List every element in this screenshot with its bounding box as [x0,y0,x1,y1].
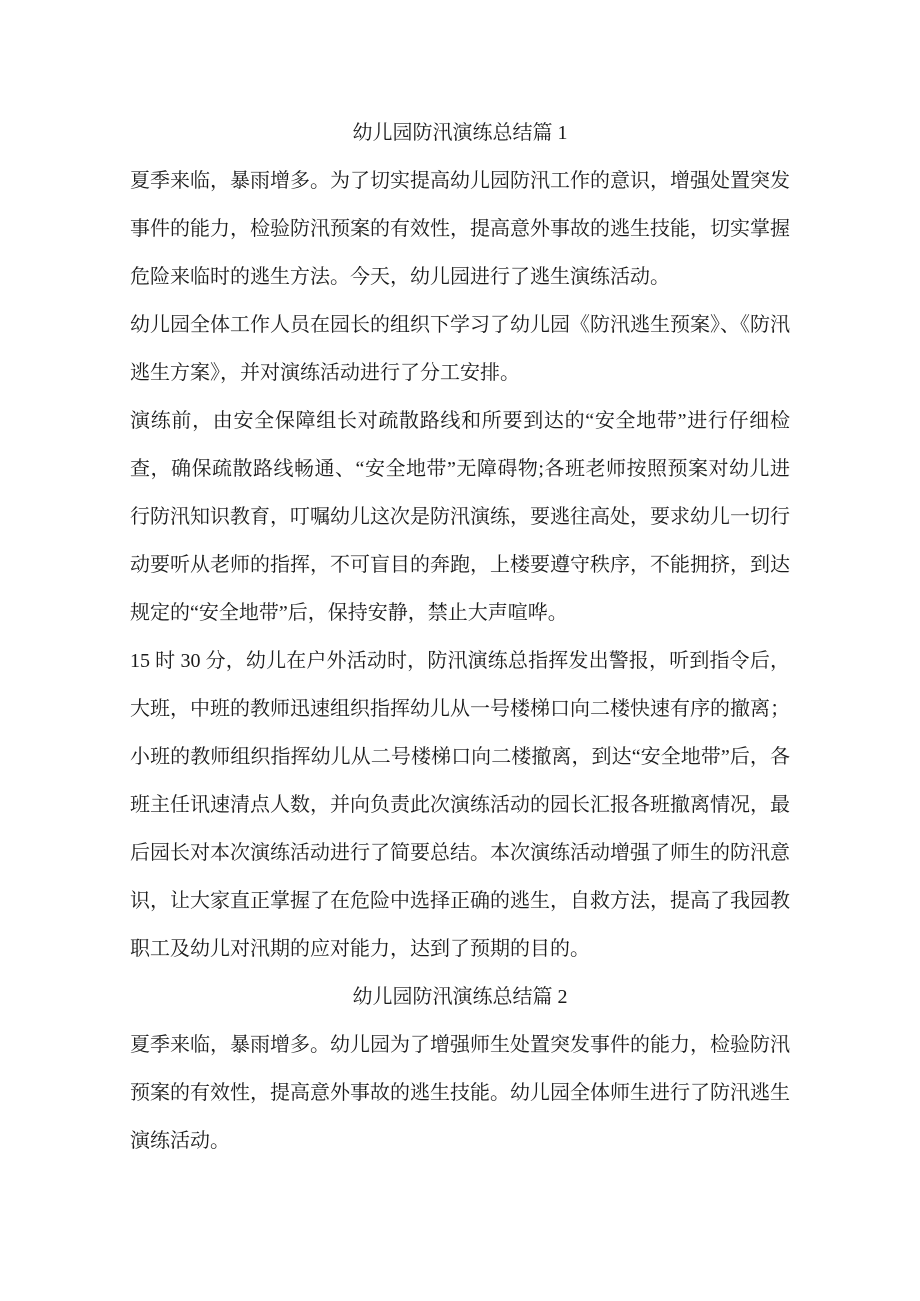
paragraph: 夏季来临，暴雨增多。幼儿园为了增强师生处置突发事件的能力，检验防汛预案的有效性，提高意外事故的逃生技能。幼儿园全体师生进行了防汛逃生演练活动。 [130,1034,790,1152]
paragraph: 幼儿园全体工作人员在园长的组织下学习了幼儿园《防汛逃生预案》、《防汛逃生方案》，并对演练活动进行了分工安排。 [130,314,790,384]
paragraph: 15 时 30 分，幼儿在户外活动时，防汛演练总指挥发出警报，听到指令后，大班，中班的教师迅速组织指挥幼儿从一号楼梯口向二楼快速有序的撤离；小班的教师组织指挥幼儿从二号楼梯口向二楼撤离，到达“安全地带”后，各班主任讯速清点人数，并向负责此次演练活动的园长汇报各班撤离情况，最后园长对本次演练活动进行了简要总结。本次演练活动增强了师生的防汛意识，让大家直正掌握了在危险中选择正确的逃生，自救方法，提高了我园教职工及幼儿对汛期的应对能力，达到了预期的目的。 [130,650,790,960]
section-title-2: 幼儿园防汛演练总结篇 2 [352,986,568,1008]
paragraph: 演练前，由安全保障组长对疏散路线和所要到达的“安全地带”进行仔细检查，确保疏散路线畅通、“安全地带”无障碍物;各班老师按照预案对幼儿进行防汛知识教育，叮嘱幼儿这次是防汛演练，要逃往高处，要求幼儿一切行动要听从老师的指挥，不可盲目的奔跑，上楼要遵守秩序，不能拥挤，到达规定的“安全地带”后，保持安静，禁止大声喧哗。 [130,410,790,624]
paragraph: 夏季来临，暴雨增多。为了切实提高幼儿园防汛工作的意识，增强处置突发事件的能力，检验防汛预案的有效性，提高意外事故的逃生技能，切实掌握危险来临时的逃生方法。今天，幼儿园进行了逃生演练活动。 [130,170,790,288]
section-title-1: 幼儿园防汛演练总结篇 1 [352,122,568,144]
